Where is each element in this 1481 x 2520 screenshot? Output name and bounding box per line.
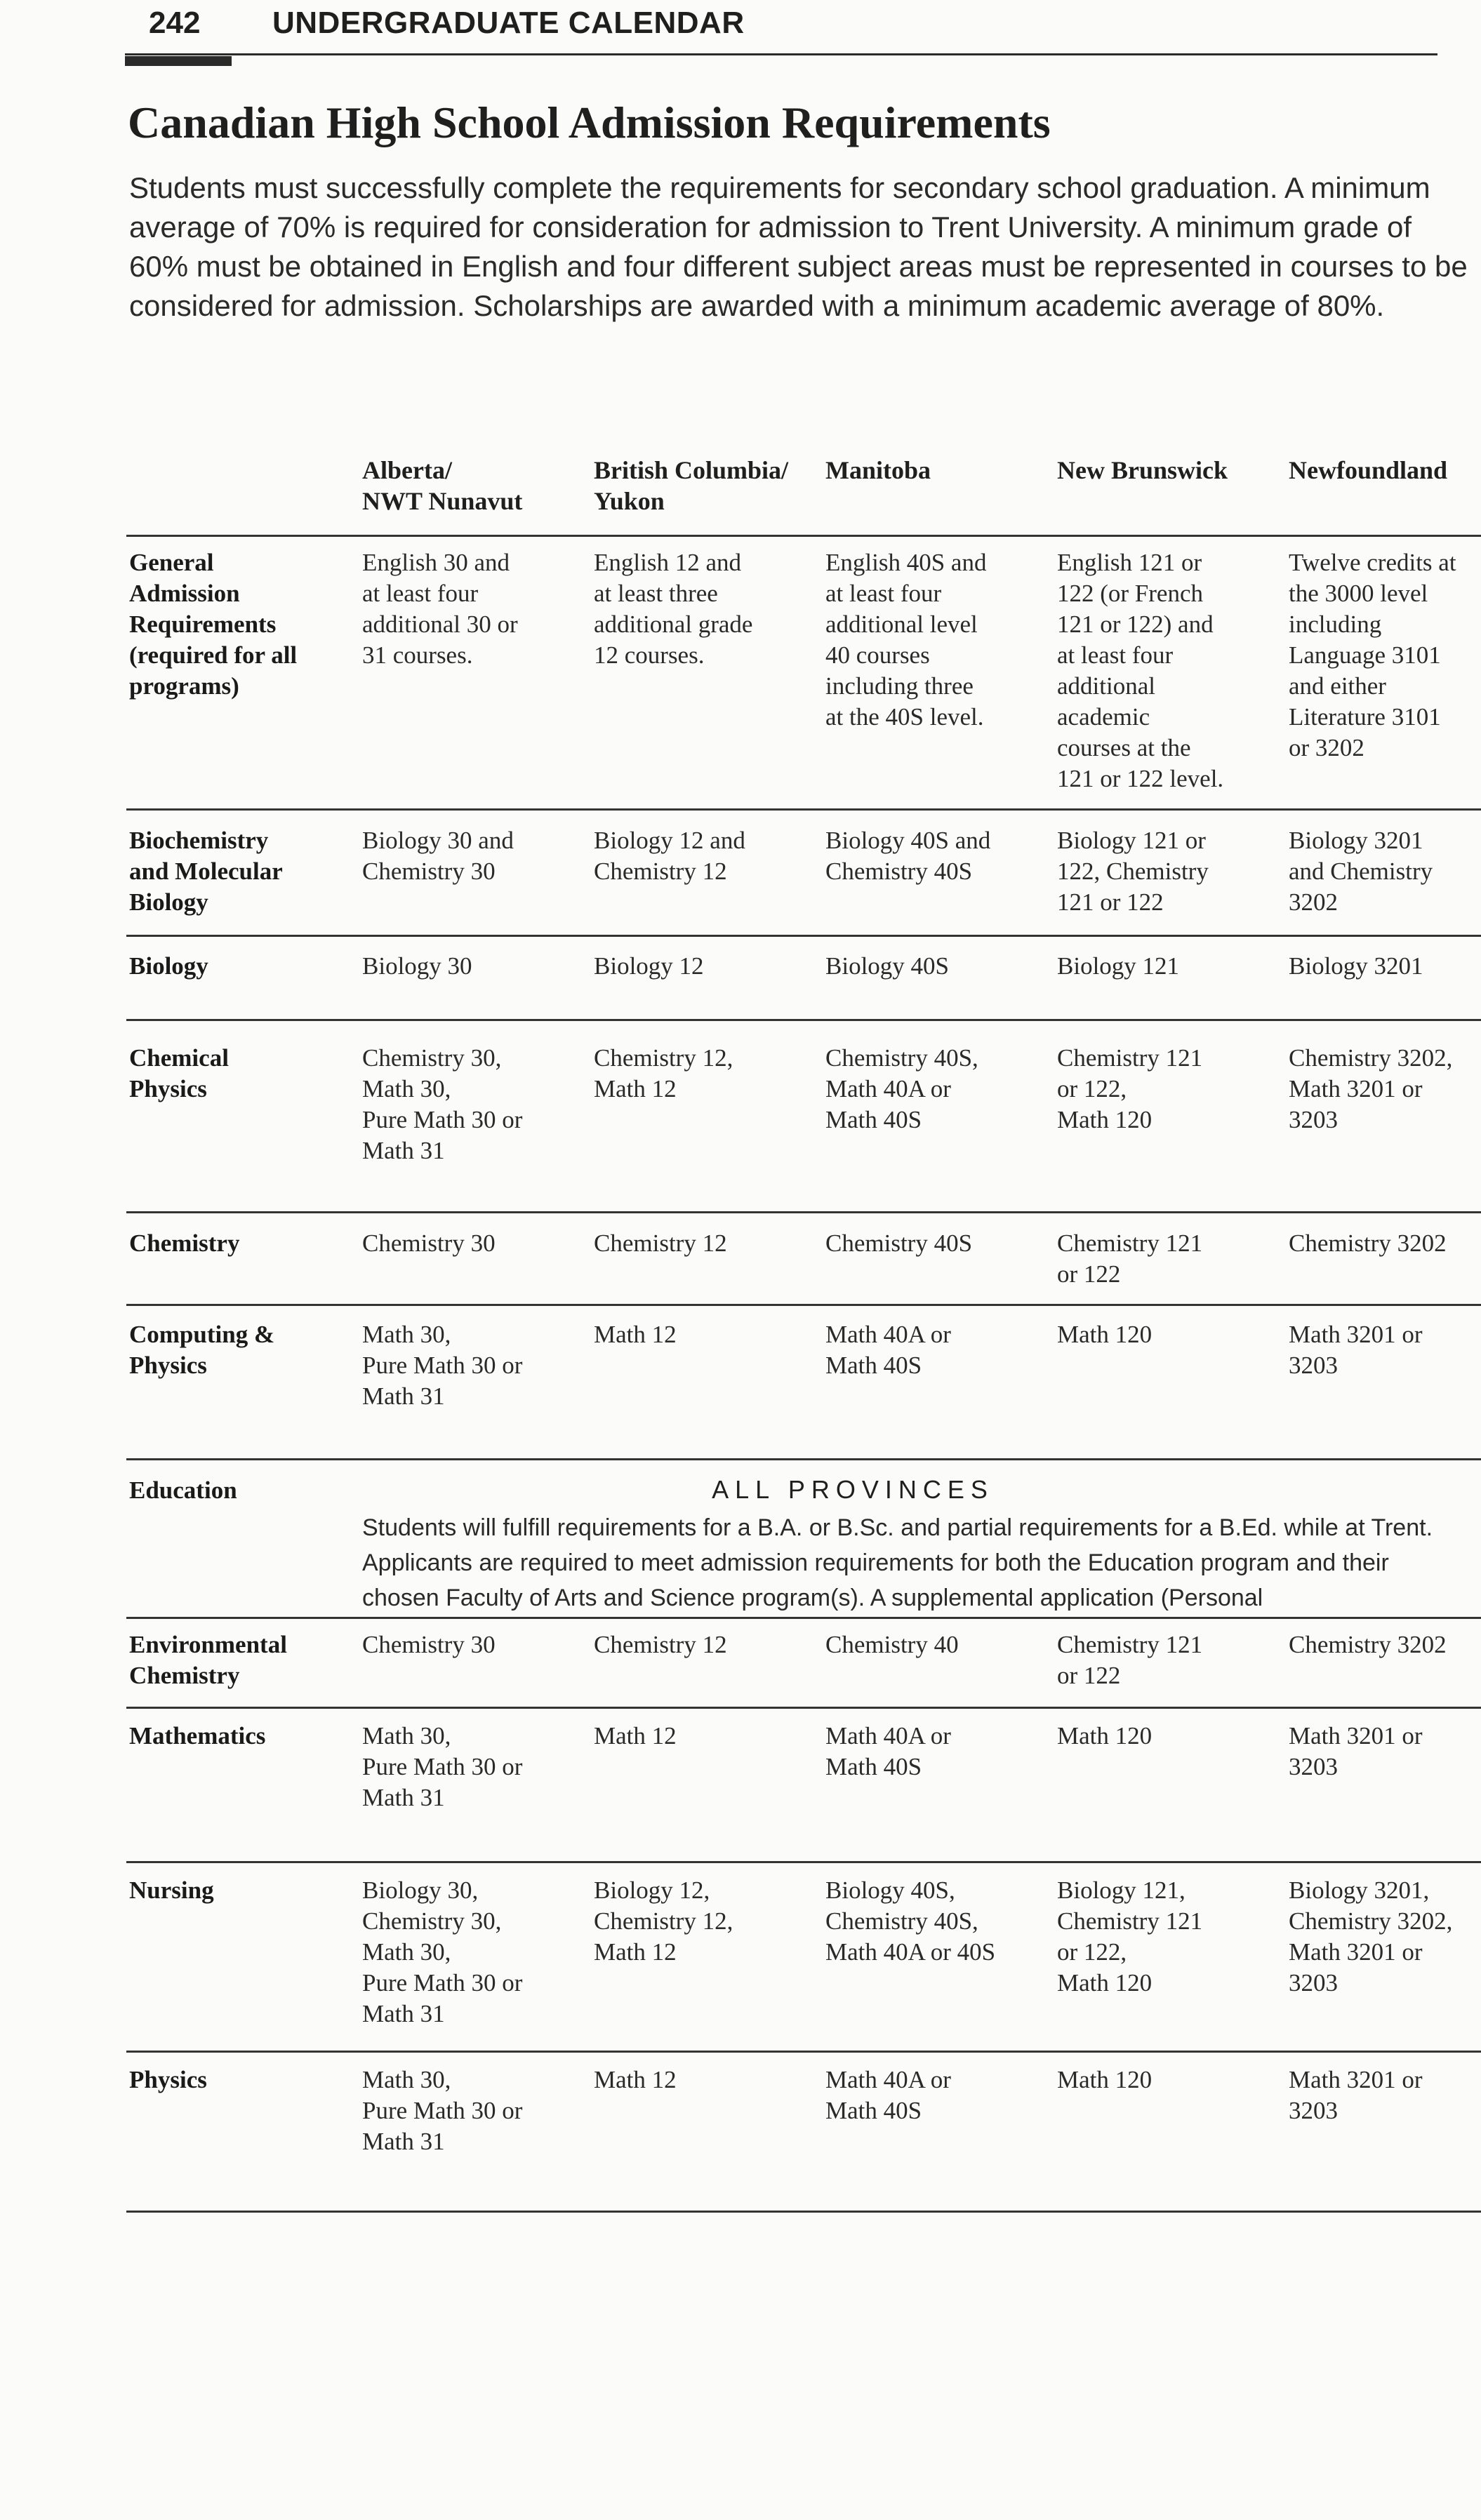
header-rule-accent <box>125 56 232 66</box>
table-cell: Math 40A or Math 40S <box>825 1722 951 1780</box>
table-cell: Chemistry 30 <box>362 1229 496 1257</box>
table-cell: Math 30, Pure Math 30 or Math 31 <box>362 1321 523 1410</box>
table-cell: Math 30, Pure Math 30 or Math 31 <box>362 1722 523 1811</box>
table-cell: Math 12 <box>594 1321 677 1348</box>
table-cell: Chemistry 30, Math 30, Pure Math 30 or Math 31 <box>362 1044 523 1164</box>
table-cell: Chemistry 40 <box>825 1631 959 1658</box>
column-header-alberta: Alberta/ NWT Nunavut <box>362 456 523 515</box>
row-label: Biology <box>129 952 208 980</box>
table-cell: English 30 and at least four additional 30 or 31 courses. <box>362 549 518 669</box>
table-cell: Chemistry 40S, Math 40A or Math 40S <box>825 1044 978 1133</box>
table-cell: Biology 3201 <box>1289 952 1423 980</box>
running-title: UNDERGRADUATE CALENDAR <box>272 6 745 40</box>
table-cell: Chemistry 3202, Math 3201 or 3203 <box>1289 1044 1453 1133</box>
table-cell: Biology 121, Chemistry 121 or 122, Math 120 <box>1057 1876 1203 1996</box>
table-cell: Math 3201 or 3203 <box>1289 1722 1423 1780</box>
row-label: Education <box>129 1476 237 1504</box>
table-cell: Chemistry 121 or 122, Math 120 <box>1057 1044 1203 1133</box>
table-cell: English 121 or 122 (or French 121 or 122) and at least four additional academic courses at the 121 or 122 level. <box>1057 549 1224 792</box>
row-divider <box>126 935 1481 937</box>
table-cell: Biology 121 <box>1057 952 1180 980</box>
intro-paragraph: Students must successfully complete the requirements for secondary school graduation. A minimum average of 70% is required for consideration for admission to Trent University. A minimum grade of 60% must be obtained in English and four different subject areas must be represented in courses to be considered for admission. Scholarships are awarded with a minimum academic average of 80%. <box>129 171 1468 322</box>
table-cell: Biology 3201 and Chemistry 3202 <box>1289 827 1433 916</box>
table-cell: English 12 and at least three additional grade 12 courses. <box>594 549 753 669</box>
page-number: 242 <box>149 6 201 40</box>
table-cell: Math 40A or Math 40S <box>825 2066 951 2124</box>
table-cell: Chemistry 3202 <box>1289 1229 1447 1257</box>
table-cell: Biology 121 or 122, Chemistry 121 or 122 <box>1057 827 1209 916</box>
table-cell: Math 3201 or 3203 <box>1289 1321 1423 1379</box>
all-provinces-heading: ALL PROVINCES <box>712 1475 994 1504</box>
row-label: Nursing <box>129 1876 214 1904</box>
table-bottom-rule <box>126 2211 1481 2213</box>
table-cell: Math 120 <box>1057 1321 1153 1348</box>
table-cell: Chemistry 12, Math 12 <box>594 1044 733 1102</box>
header-divider <box>126 535 1481 537</box>
table-cell: Biology 40S <box>825 952 950 980</box>
row-label: General Admission Requirements (required for all programs) <box>129 549 298 700</box>
table-cell: English 40S and at least four additional level 40 courses including three at the 40S level. <box>825 549 987 731</box>
table-cell: Math 40A or Math 40S <box>825 1321 951 1379</box>
row-label: Biochemistry and Molecular Biology <box>129 827 283 916</box>
table-cell: Chemistry 12 <box>594 1631 727 1658</box>
row-label: Computing & Physics <box>129 1321 275 1379</box>
table-cell: Biology 40S and Chemistry 40S <box>825 827 991 885</box>
row-divider <box>126 808 1481 811</box>
row-label: Chemistry <box>129 1229 240 1257</box>
table-cell: Biology 3201, Chemistry 3202, Math 3201 or 3203 <box>1289 1876 1453 1996</box>
row-label: Mathematics <box>129 1722 266 1749</box>
table-cell: Math 12 <box>594 1722 677 1749</box>
table-cell: Biology 30 and Chemistry 30 <box>362 827 514 885</box>
table-cell: Biology 40S, Chemistry 40S, Math 40A or 40S <box>825 1876 996 1966</box>
row-divider <box>126 1019 1481 1021</box>
page-header <box>0 0 1481 77</box>
row-divider <box>126 1617 1481 1619</box>
table-cell: Biology 30, Chemistry 30, Math 30, Pure Math 30 or Math 31 <box>362 1876 523 2027</box>
table-cell: Chemistry 30 <box>362 1631 496 1658</box>
table-cell: Math 120 <box>1057 1722 1153 1749</box>
table-cell: Math 12 <box>594 2066 677 2093</box>
table-cell: Chemistry 12 <box>594 1229 727 1257</box>
column-header-british-columbia: British Columbia/ Yukon <box>594 456 789 515</box>
row-divider <box>126 1304 1481 1306</box>
row-label: Chemical Physics <box>129 1044 229 1102</box>
row-label: Environmental Chemistry <box>129 1631 287 1689</box>
table-cell: Twelve credits at the 3000 level including Language 3101 and either Literature 3101 or 3202 <box>1289 549 1456 761</box>
table-cell: Chemistry 40S <box>825 1229 973 1257</box>
table-cell: Math 30, Pure Math 30 or Math 31 <box>362 2066 523 2155</box>
row-divider <box>126 1211 1481 1213</box>
table-cell: Biology 12, Chemistry 12, Math 12 <box>594 1876 733 1966</box>
table-cell: Biology 12 and Chemistry 12 <box>594 827 745 885</box>
row-divider <box>126 2051 1481 2053</box>
table-cell: Chemistry 3202 <box>1289 1631 1447 1658</box>
row-divider <box>126 1861 1481 1863</box>
column-header-new-brunswick: New Brunswick <box>1057 456 1228 484</box>
table-cell: Biology 30 <box>362 952 472 980</box>
table-cell: Chemistry 121 or 122 <box>1057 1631 1203 1689</box>
table-cell: Math 3201 or 3203 <box>1289 2066 1423 2124</box>
table-cell: Math 120 <box>1057 2066 1153 2093</box>
row-divider <box>126 1707 1481 1709</box>
column-header-manitoba: Manitoba <box>825 456 931 484</box>
header-rule <box>125 53 1437 55</box>
table-cell: Biology 12 <box>594 952 704 980</box>
page-title: Canadian High School Admission Requirements <box>128 98 1051 147</box>
table-cell: Chemistry 121 or 122 <box>1057 1229 1203 1288</box>
education-note: Students will fulfill requirements for a B.A. or B.Sc. and partial requirements for a B.Ed. while at Trent. Applicants are required to meet admission requirements for both the Education program and their chosen Faculty of Arts and Science program(s). A supplemental application (Personal <box>362 1514 1433 1611</box>
row-divider <box>126 1458 1481 1460</box>
column-header-newfoundland: Newfoundland <box>1289 456 1448 484</box>
row-label: Physics <box>129 2066 207 2093</box>
